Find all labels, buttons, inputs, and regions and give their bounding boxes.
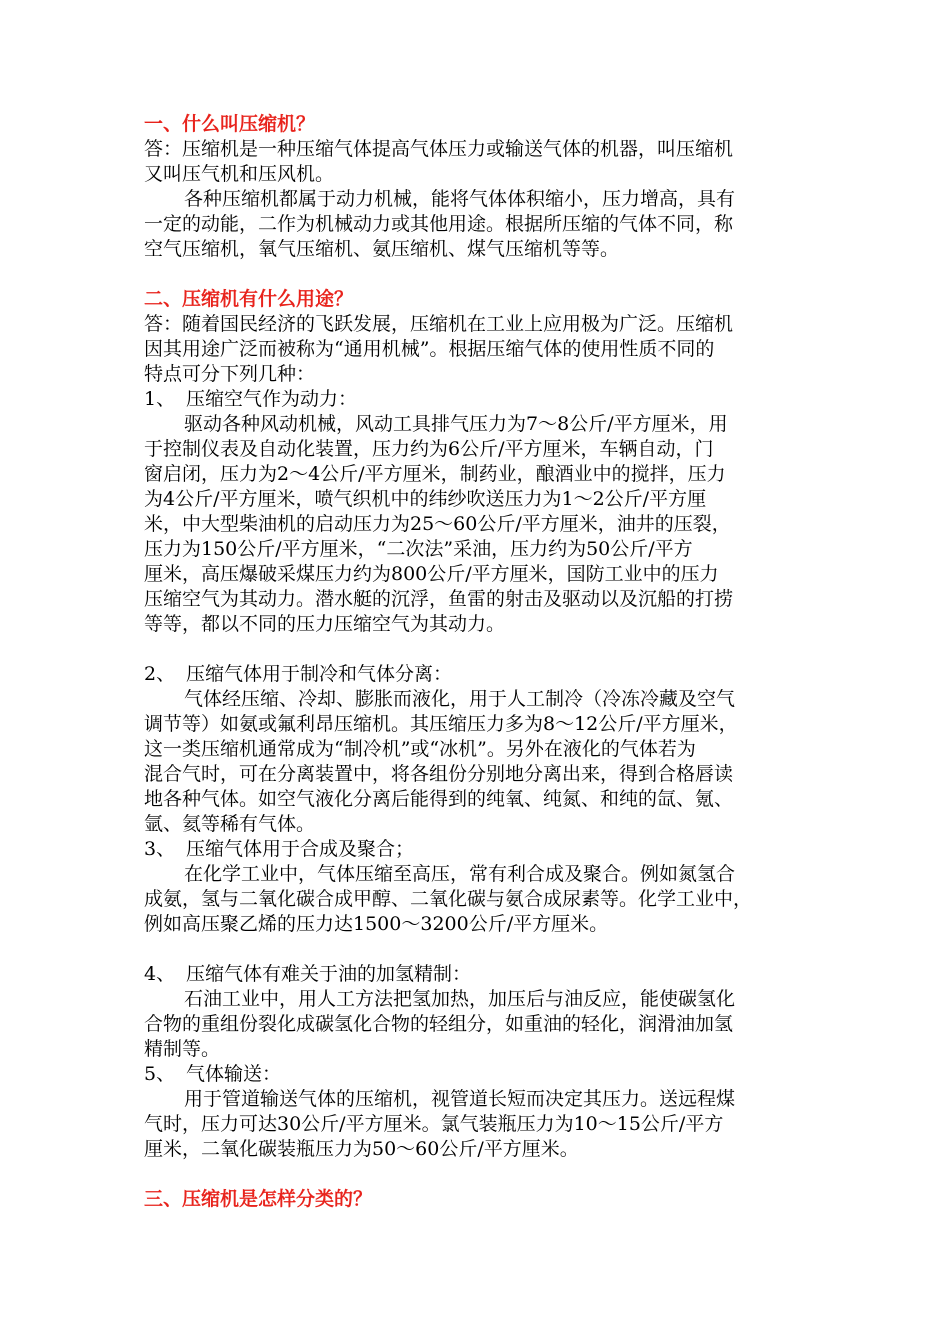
section2-answer-line: 因其用途广泛而被称为“通用机械”。根据压缩气体的使用性质不同的 <box>144 338 715 360</box>
list-item-heading <box>144 1062 814 1087</box>
item-text-line: 气体经压缩、冷却、膨胀而液化，用于人工制冷（冷冻冷藏及空气 <box>184 688 736 710</box>
item-text-line: 精制等。 <box>144 1038 221 1060</box>
item-title: 压缩气体用于合成及聚合； <box>186 838 415 860</box>
item-text-line: 米，中大型柴油机的启动压力为25～60公斤/平方厘米，油井的压裂， <box>144 513 731 535</box>
item-text-line: 混合气时，可在分离装置中，将各组份分别地分离出来，得到合格唇读 <box>144 763 734 785</box>
item-text-line: 氩、氦等稀有气体。 <box>144 813 316 835</box>
item-text-line: 压缩空气为其动力。潜水艇的沉浮，鱼雷的射击及驱动以及沉船的打捞 <box>144 588 734 610</box>
section1-para-line: 各种压缩机都属于动力机械，能将气体体积缩小，压力增高，具有 <box>184 188 736 210</box>
item-title: 压缩气体用于制冷和气体分离： <box>186 663 453 685</box>
list-item-heading <box>144 962 814 987</box>
item-text-line: 成氨，氢与二氧化碳合成甲醇、二氧化碳与氨合成尿素等。化学工业中， <box>144 888 753 910</box>
item-text-line: 厘米，高压爆破采煤压力约为800公斤/平方厘米，国防工业中的压力 <box>144 563 719 585</box>
item-text-line: 等等，都以不同的压力压缩空气为其动力。 <box>144 613 506 635</box>
section2-answer-line: 特点可分下列几种： <box>144 363 316 385</box>
item-text-line: 例如高压聚乙烯的压力达1500～3200公斤/平方厘米。 <box>144 913 609 935</box>
item-number: 5、 <box>144 1063 176 1085</box>
item-text-line: 于控制仪表及自动化装置，压力约为6公斤/平方厘米，车辆自动，门 <box>144 438 714 460</box>
list-item-heading <box>144 837 814 862</box>
item-number: 2、 <box>144 663 176 685</box>
section3-title: 三、压缩机是怎样分类的？ <box>144 1188 373 1210</box>
item-text-line: 调节等）如氨或氟利昂压缩机。其压缩压力多为8～12公斤/平方厘米， <box>144 713 738 735</box>
item-text-line: 用于管道输送气体的压缩机，视管道长短而决定其压力。送远程煤 <box>184 1088 736 1110</box>
item-text-line: 地各种气体。如空气液化分离后能得到的纯氧、纯氮、和纯的氙、氪、 <box>144 788 734 810</box>
section2-answer-line: 答：随着国民经济的飞跃发展，压缩机在工业上应用极为广泛。压缩机 <box>144 313 734 335</box>
item-text-line: 这一类压缩机通常成为“制冷机”或“冰机”。另外在液化的气体若为 <box>144 738 696 760</box>
section2-title: 二、压缩机有什么用途？ <box>144 288 354 310</box>
document-page <box>144 112 814 1212</box>
item-title: 压缩空气作为动力： <box>186 388 358 410</box>
list-item-heading <box>144 662 814 687</box>
item-text-line: 在化学工业中，气体压缩至高压，常有利合成及聚合。例如氮氢合 <box>184 863 736 885</box>
item-text-line: 石油工业中，用人工方法把氢加热，加压后与油反应，能使碳氢化 <box>184 988 736 1010</box>
section1-para-line: 一定的动能，二作为机械动力或其他用途。根据所压缩的气体不同，称 <box>144 213 734 235</box>
item-text-line: 驱动各种风动机械，风动工具排气压力为7～8公斤/平方厘米，用 <box>184 413 728 435</box>
item-title: 压缩气体有难关于油的加氢精制： <box>186 963 472 985</box>
item-number: 3、 <box>144 838 176 860</box>
section1-para-line: 空气压缩机，氧气压缩机、氨压缩机、煤气压缩机等等。 <box>144 238 620 260</box>
item-text-line: 压力为150公斤/平方厘米，“二次法”采油，压力约为50公斤/平方 <box>144 538 693 560</box>
item-text-line: 厘米，二氧化碳装瓶压力为50～60公斤/平方厘米。 <box>144 1138 579 1160</box>
item-title: 气体输送： <box>186 1063 282 1085</box>
list-item-heading <box>144 387 814 412</box>
item-text-line: 窗启闭，压力为2～4公斤/平方厘米，制药业，酿酒业中的搅拌，压力 <box>144 463 726 485</box>
item-text-line: 合物的重组份裂化成碳氢化合物的轻组分，如重油的轻化，润滑油加氢 <box>144 1013 734 1035</box>
section1-title: 一、什么叫压缩机？ <box>144 113 316 135</box>
section1-answer-line: 又叫压气机和压风机。 <box>144 163 335 185</box>
section1-answer-line: 答：压缩机是一种压缩气体提高气体压力或输送气体的机器，叫压缩机 <box>144 138 734 160</box>
item-text-line: 为4公斤/平方厘米，喷气织机中的纬纱吹送压力为1～2公斤/平方厘 <box>144 488 707 510</box>
item-number: 4、 <box>144 963 176 985</box>
item-number: 1、 <box>144 388 176 410</box>
item-text-line: 气时，压力可达30公斤/平方厘米。氯气装瓶压力为10～15公斤/平方 <box>144 1113 724 1135</box>
